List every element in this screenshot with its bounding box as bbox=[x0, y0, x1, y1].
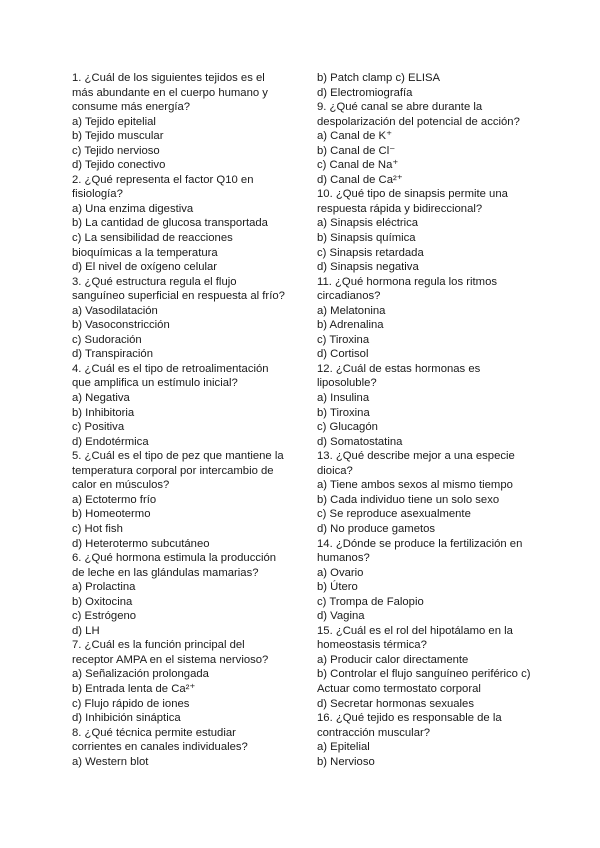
text-line: 4. ¿Cuál es el tipo de retroalimentación bbox=[72, 362, 269, 375]
text-line: d) Cortisol bbox=[317, 348, 369, 361]
text-line: 7. ¿Cuál es la función principal del bbox=[72, 639, 245, 652]
text-line: liposoluble? bbox=[317, 377, 377, 390]
text-line: d) Tejido conectivo bbox=[72, 159, 166, 172]
text-line: b) Vasoconstricción bbox=[72, 319, 170, 332]
text-line: c) Positiva bbox=[72, 421, 125, 434]
text-line: a) Ectotermo frío bbox=[72, 493, 157, 506]
text-line: b) Tejido muscular bbox=[72, 130, 164, 143]
text-line: d) Endotérmica bbox=[72, 435, 149, 448]
text-line: a) Ovario bbox=[317, 566, 364, 579]
text-line: 12. ¿Cuál de estas hormonas es bbox=[317, 362, 481, 375]
text-line: contracción muscular? bbox=[317, 726, 431, 739]
text-line: b) Canal de Cl⁻ bbox=[317, 144, 396, 157]
text-line: homeostasis térmica? bbox=[317, 639, 427, 652]
text-line: 8. ¿Qué técnica permite estudiar bbox=[72, 726, 236, 739]
text-line: c) Se reproduce asexualmente bbox=[317, 508, 471, 521]
text-line: calor en músculos? bbox=[72, 479, 170, 492]
text-line: d) El nivel de oxígeno celular bbox=[72, 261, 218, 274]
text-line: 10. ¿Qué tipo de sinapsis permite una bbox=[317, 188, 508, 201]
text-line: c) Tejido nervioso bbox=[72, 144, 160, 157]
text-line: d) Electromiografía bbox=[317, 86, 413, 99]
text-line: d) Secretar hormonas sexuales bbox=[317, 697, 474, 710]
text-line: d) Transpiración bbox=[72, 348, 153, 361]
text-line: c) Sudoración bbox=[72, 333, 142, 346]
text-line: d) Sinapsis negativa bbox=[317, 261, 419, 274]
text-line: d) Heterotermo subcutáneo bbox=[72, 537, 210, 550]
text-line: a) Epitelial bbox=[317, 741, 370, 754]
text-line: b) Oxitocina bbox=[72, 595, 133, 608]
text-line: respuesta rápida y bidireccional? bbox=[317, 202, 483, 215]
text-line: consume más energía? bbox=[72, 101, 191, 114]
text-line: a) Tiene ambos sexos al mismo tiempo bbox=[317, 479, 513, 492]
text-line: a) Canal de K⁺ bbox=[317, 130, 393, 143]
text-line: d) Somatostatina bbox=[317, 435, 403, 448]
text-line: circadianos? bbox=[317, 290, 381, 303]
text-line: 6. ¿Qué hormona estimula la producción bbox=[72, 552, 277, 565]
text-line: 11. ¿Qué hormona regula los ritmos bbox=[317, 275, 497, 288]
text-line: d) Vagina bbox=[317, 610, 365, 623]
text-line: a) Una enzima digestiva bbox=[72, 202, 194, 215]
left-column bbox=[72, 71, 290, 769]
text-line: más abundante en el cuerpo humano y bbox=[72, 86, 268, 99]
text-line: c) Estrógeno bbox=[72, 610, 137, 623]
text-line: bioquímicas a la temperatura bbox=[72, 246, 218, 259]
text-line: b) Nervioso bbox=[317, 755, 375, 768]
text-line: d) Canal de Ca²⁺ bbox=[317, 173, 403, 186]
text-line: b) Adrenalina bbox=[317, 319, 384, 332]
text-line: c) Flujo rápido de iones bbox=[72, 697, 190, 710]
text-line: 15. ¿Cuál es el rol del hipotálamo en la bbox=[317, 624, 513, 637]
text-line: a) Tejido epitelial bbox=[72, 115, 156, 128]
text-line: 2. ¿Qué representa el factor Q10 en bbox=[72, 173, 254, 186]
text-line: que amplifica un estímulo inicial? bbox=[72, 377, 238, 390]
text-line: d) LH bbox=[72, 624, 100, 637]
text-line: 14. ¿Dónde se produce la fertilización en bbox=[317, 537, 523, 550]
text-line: a) Prolactina bbox=[72, 581, 136, 594]
text-line: temperatura corporal por intercambio de bbox=[72, 464, 274, 477]
text-line: 9. ¿Qué canal se abre durante la bbox=[317, 101, 483, 114]
text-line: c) Sinapsis retardada bbox=[317, 246, 424, 259]
text-line: despolarización del potencial de acción? bbox=[317, 115, 520, 128]
text-line: a) Vasodilatación bbox=[72, 304, 158, 317]
text-line: b) Sinapsis química bbox=[317, 232, 416, 245]
text-line: b) Inhibitoria bbox=[72, 406, 135, 419]
text-line: a) Sinapsis eléctrica bbox=[317, 217, 419, 230]
right-column bbox=[317, 71, 532, 769]
text-line: b) Tiroxina bbox=[317, 406, 370, 419]
text-line: c) Glucagón bbox=[317, 421, 378, 434]
text-line: a) Melatonina bbox=[317, 304, 386, 317]
text-line: de leche en las glándulas mamarias? bbox=[72, 566, 259, 579]
text-line: humanos? bbox=[317, 552, 370, 565]
text-line: a) Producir calor directamente bbox=[317, 653, 469, 666]
text-line: 3. ¿Qué estructura regula el flujo bbox=[72, 275, 237, 288]
text-line: receptor AMPA en el sistema nervioso? bbox=[72, 653, 269, 666]
text-line: b) Patch clamp c) ELISA bbox=[317, 72, 441, 84]
text-line: 13. ¿Qué describe mejor a una especie bbox=[317, 450, 515, 463]
text-line: corrientes en canales individuales? bbox=[72, 741, 248, 754]
text-line: c) Canal de Na⁺ bbox=[317, 159, 399, 172]
text-line: a) Insulina bbox=[317, 392, 370, 405]
text-line: a) Western blot bbox=[72, 755, 149, 768]
text-line: c) La sensibilidad de reacciones bbox=[72, 232, 233, 245]
text-line: sanguíneo superficial en respuesta al frío? bbox=[72, 290, 285, 303]
text-line: a) Negativa bbox=[72, 392, 130, 405]
text-line: 1. ¿Cuál de los siguientes tejidos es el bbox=[72, 72, 265, 84]
text-line: c) Trompa de Falopio bbox=[317, 595, 424, 608]
text-line: b) Útero bbox=[317, 581, 358, 594]
text-line: d) Inhibición sináptica bbox=[72, 712, 181, 725]
text-line: b) La cantidad de glucosa transportada bbox=[72, 217, 268, 230]
text-line: b) Entrada lenta de Ca²⁺ bbox=[72, 682, 196, 695]
text-line: c) Hot fish bbox=[72, 522, 123, 535]
text-line: 5. ¿Cuál es el tipo de pez que mantiene la bbox=[72, 450, 284, 463]
text-line: b) Controlar el flujo sanguíneo periférico c) bbox=[317, 668, 531, 681]
text-line: b) Cada individuo tiene un solo sexo bbox=[317, 493, 500, 506]
text-line: b) Homeotermo bbox=[72, 508, 151, 521]
text-line: a) Señalización prolongada bbox=[72, 668, 209, 681]
text-line: Actuar como termostato corporal bbox=[317, 682, 481, 695]
text-line: c) Tiroxina bbox=[317, 333, 370, 346]
text-line: dioica? bbox=[317, 464, 353, 477]
text-line: 16. ¿Qué tejido es responsable de la bbox=[317, 712, 502, 725]
text-line: fisiología? bbox=[72, 188, 123, 201]
text-line: d) No produce gametos bbox=[317, 522, 436, 535]
